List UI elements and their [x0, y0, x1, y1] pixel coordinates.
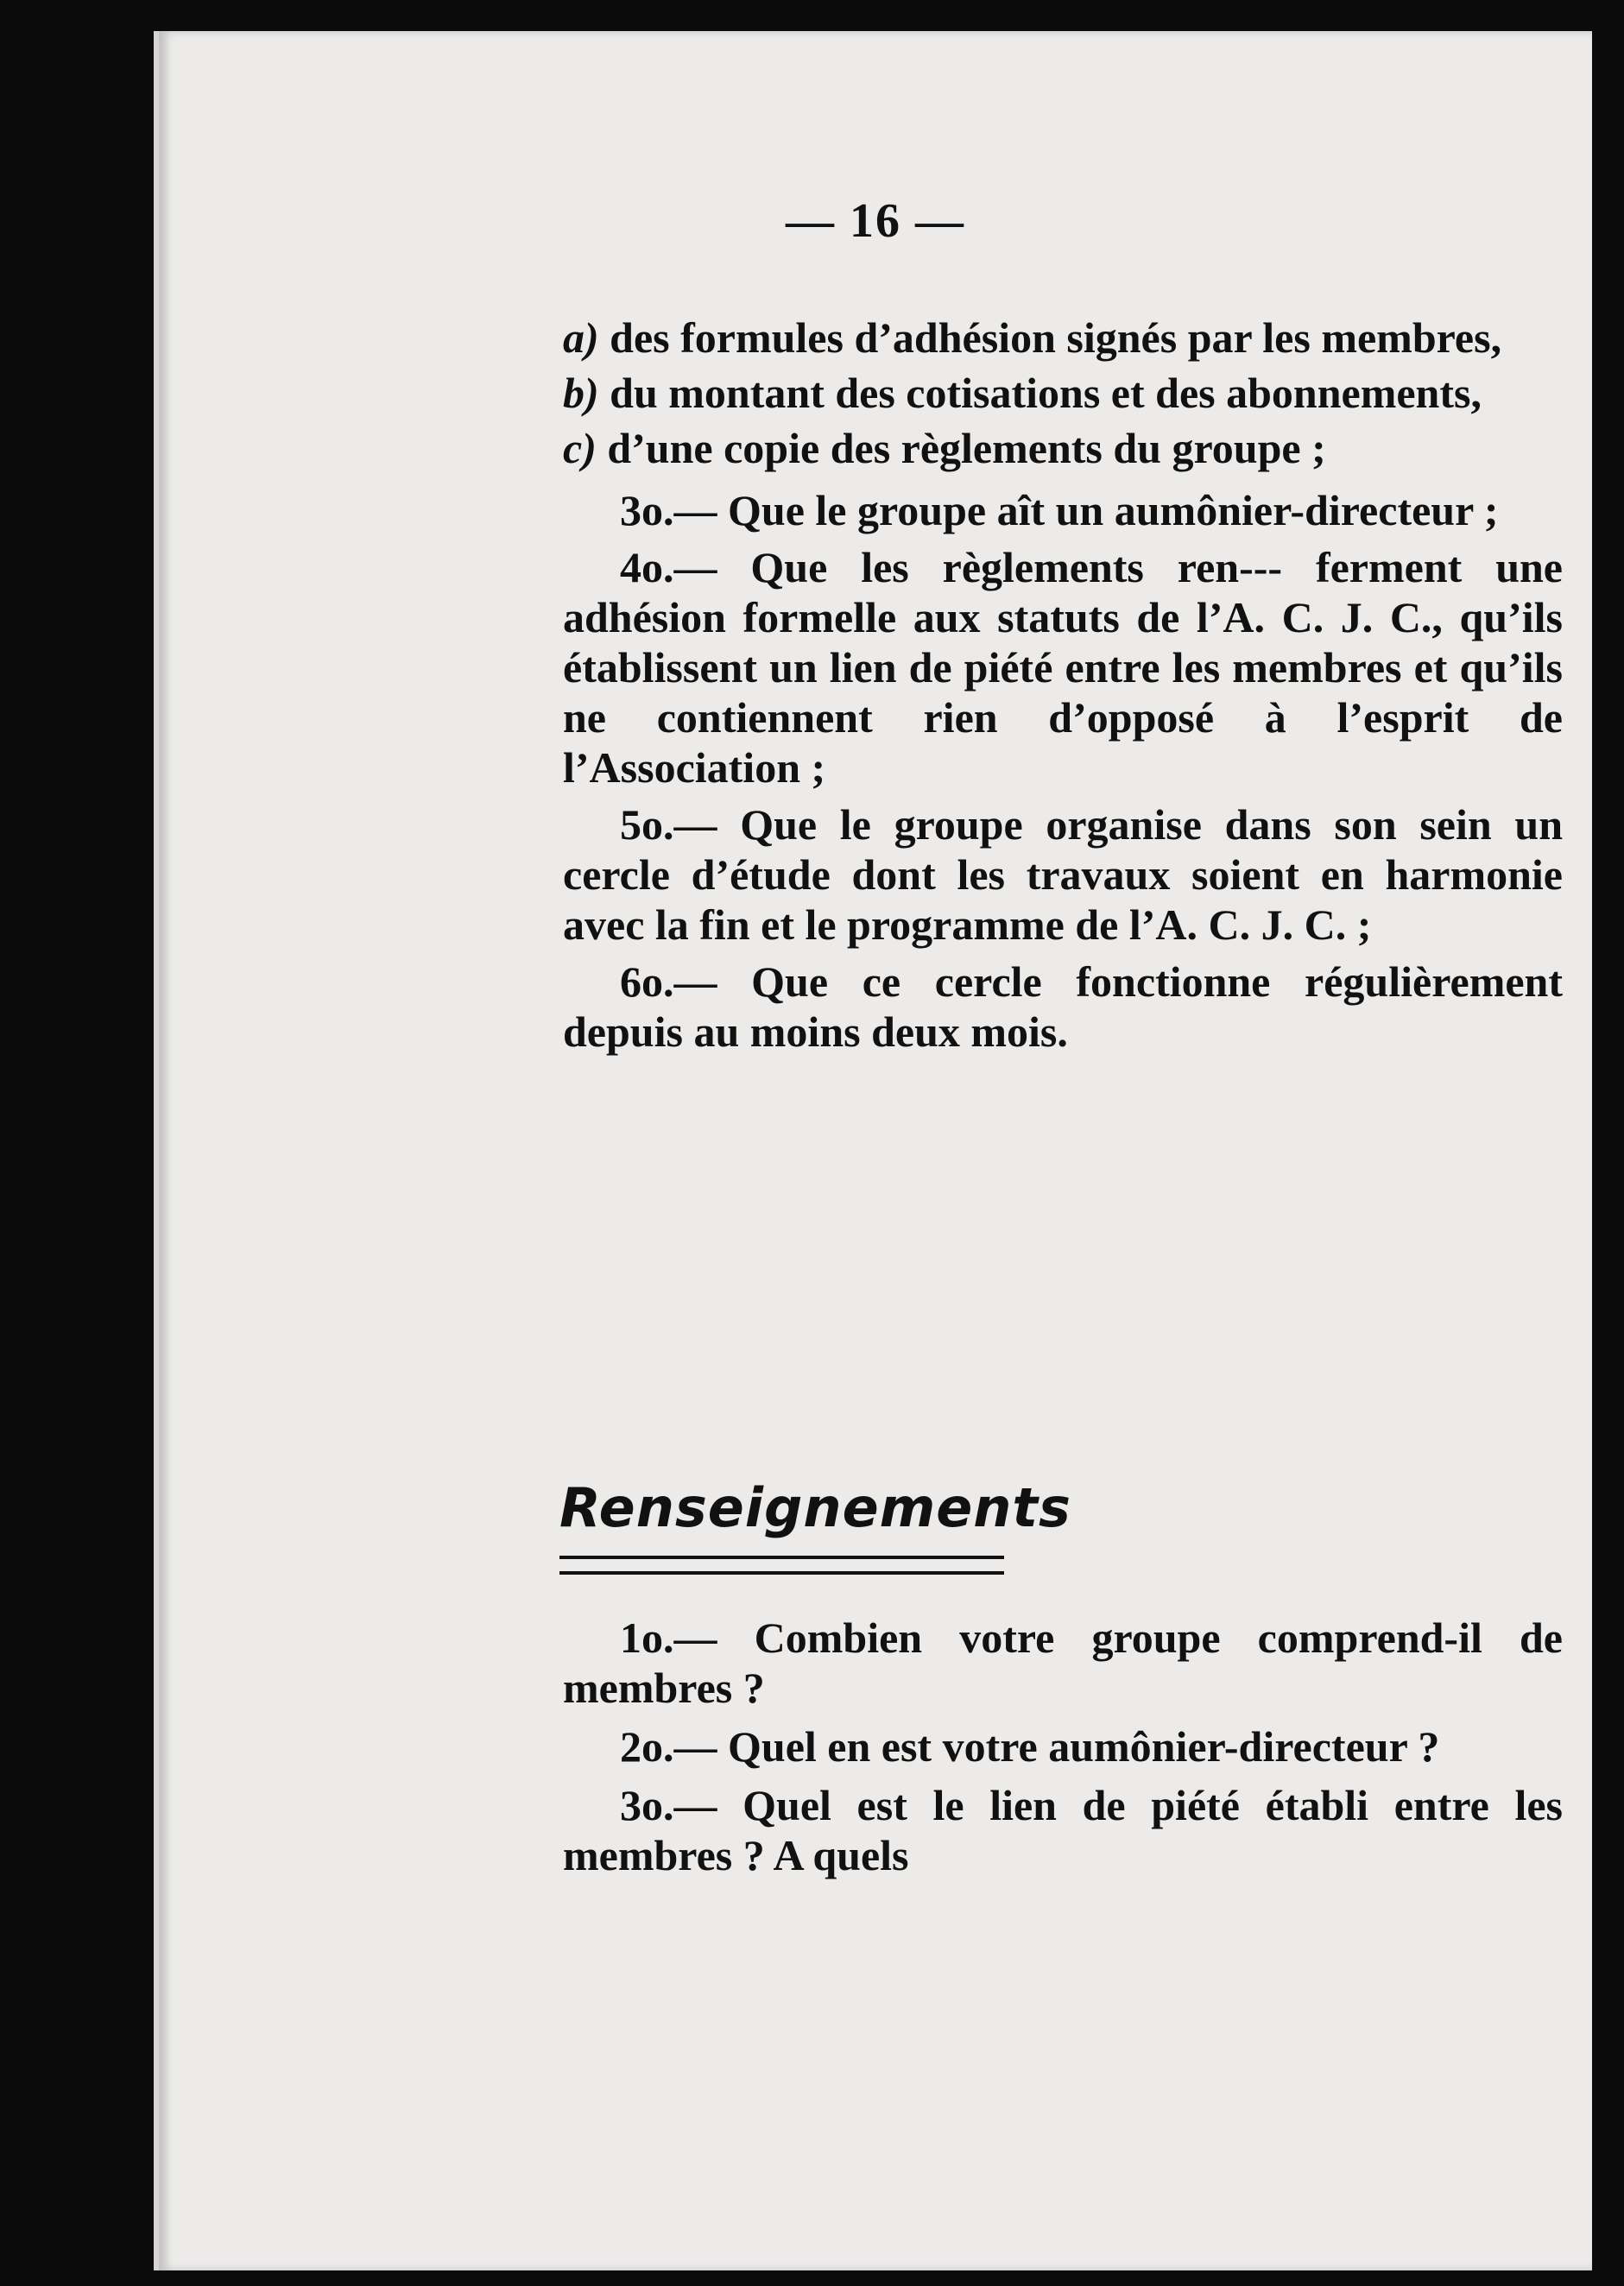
sub-item-text: des formules d’adhésion signés par les membres, — [610, 313, 1502, 362]
sub-item-a — [563, 313, 1563, 363]
sub-item-letter: b) — [563, 369, 599, 417]
numbered-item: 3o.— Que le groupe aît un aumônier-directeur ; — [620, 486, 1499, 534]
sub-item-text: d’une copie des règlements du groupe ; — [607, 424, 1326, 472]
sub-item-letter: c) — [563, 424, 597, 472]
requirements-text — [563, 313, 1563, 1064]
sub-item-text: du montant des cotisations et des abonnements, — [610, 369, 1482, 417]
numbered-item: 6o.— Que ce cercle fonctionne régulièrement depuis au moins deux mois. — [563, 957, 1563, 1056]
heading-double-rule — [559, 1556, 1004, 1575]
question-item: 3o.— Quel est le lien de piété établi entre les membres ? A quels — [563, 1781, 1563, 1879]
sub-item-letter: a) — [563, 313, 599, 362]
page-number: — 16 — — [786, 194, 965, 248]
question-item: 2o.— Quel en est votre aumônier-directeur ? — [620, 1722, 1440, 1771]
sub-item-b — [563, 368, 1563, 418]
numbered-item: 4o.— Que les règlements ren--- ferment une adhésion formelle aux statuts de l’A. C. J. C., qu’ils établissent un lien de piété entre les membres et qu’ils ne contiennent rien d’opposé à l’esprit de l’Association ; — [563, 543, 1563, 792]
numbered-item: 5o.— Que le groupe organise dans son sein un cercle d’étude dont les travaux soient en harmonie avec la fin et le programme de l’A. C. J. C. ; — [563, 800, 1563, 949]
section-heading: Renseignements — [559, 1476, 1071, 1539]
question-item: 1o.— Combien votre groupe comprend-il de membres ? — [563, 1613, 1563, 1712]
questions-list — [563, 1613, 1563, 1889]
sub-item-c — [563, 423, 1563, 473]
